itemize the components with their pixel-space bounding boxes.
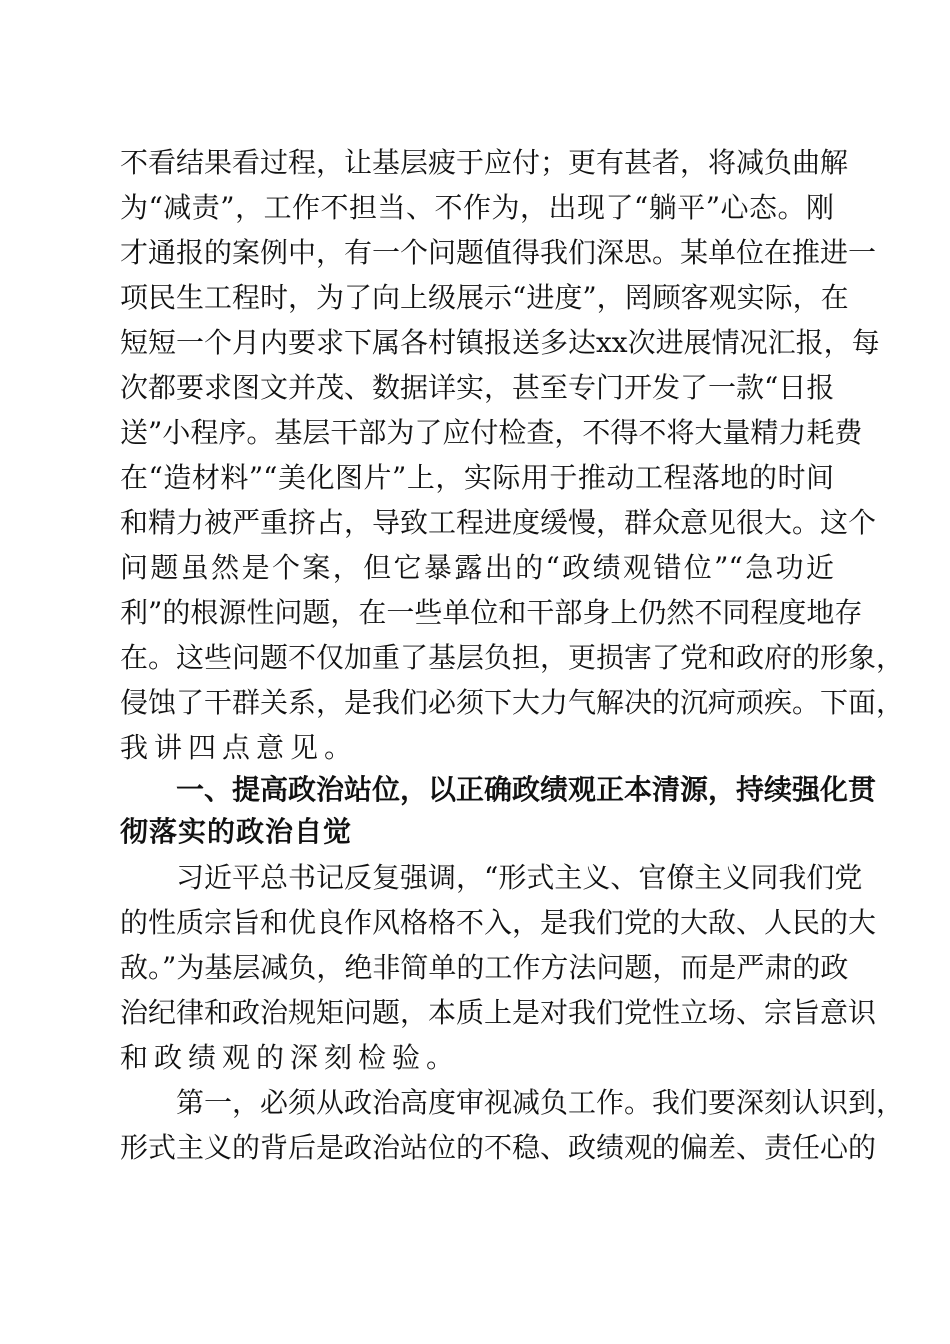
heading-line: 一、提高政治站位，以正确政绩观正本清源，持续强化贯 bbox=[176, 773, 877, 806]
text-line: 为“减责”，工作不担当、不作为，出现了“躺平”心态。刚 bbox=[120, 191, 834, 224]
text-line: 不看结果看过程，让基层疲于应付；更有甚者，将减负曲解 bbox=[120, 146, 849, 179]
text-line: 送”小程序。基层干部为了应付检查，不得不将大量精力耗费 bbox=[120, 416, 863, 449]
text-line: 在“造材料”“美化图片”上，实际用于推动工程落地的时间 bbox=[120, 461, 834, 494]
text-line: 习近平总书记反复强调，“形式主义、官僚主义同我们党 bbox=[176, 861, 863, 894]
text-line: 短短一个月内要求下属各村镇报送多达xx次进展情况汇报，每 bbox=[120, 326, 880, 359]
text-line: 才通报的案例中，有一个问题值得我们深思。某单位在推进一 bbox=[120, 236, 877, 269]
text-line: 问题虽然是个案，但它暴露出的“政绩观错位”“急功近 bbox=[120, 551, 834, 584]
heading-line: 彻落实的政治自觉 bbox=[120, 815, 353, 848]
text-line: 治纪律和政治规矩问题，本质上是对我们党性立场、宗旨意识 bbox=[120, 996, 877, 1029]
text-line: 敌。”为基层减负，绝非简单的工作方法问题，而是严肃的政 bbox=[120, 951, 849, 984]
text-line: 在。这些问题不仅加重了基层负担，更损害了党和政府的形象， bbox=[120, 641, 905, 674]
text-line: 的性质宗旨和优良作风格格不入，是我们党的大敌、人民的大 bbox=[120, 906, 877, 939]
text-line: 利”的根源性问题，在一些单位和干部身上仍然不同程度地存 bbox=[120, 596, 863, 629]
text-line: 和精力被严重挤占，导致工程进度缓慢，群众意见很大。这个 bbox=[120, 506, 877, 539]
text-line: 和政绩观的深刻检验。 bbox=[120, 1041, 461, 1074]
text-line: 形式主义的背后是政治站位的不稳、政绩观的偏差、责任心的 bbox=[120, 1131, 877, 1164]
text-line: 次都要求图文并茂、数据详实，甚至专门开发了一款“日报 bbox=[120, 371, 835, 404]
text-line: 项民生工程时，为了向上级展示“进度”，罔顾客观实际，在 bbox=[120, 281, 849, 314]
text-line: 我讲四点意见。 bbox=[120, 731, 359, 764]
text-line: 侵蚀了干群关系，是我们必须下大力气解决的沉疴顽疾。下面， bbox=[120, 686, 905, 719]
text-line: 第一，必须从政治高度审视减负工作。我们要深刻认识到， bbox=[176, 1086, 905, 1119]
